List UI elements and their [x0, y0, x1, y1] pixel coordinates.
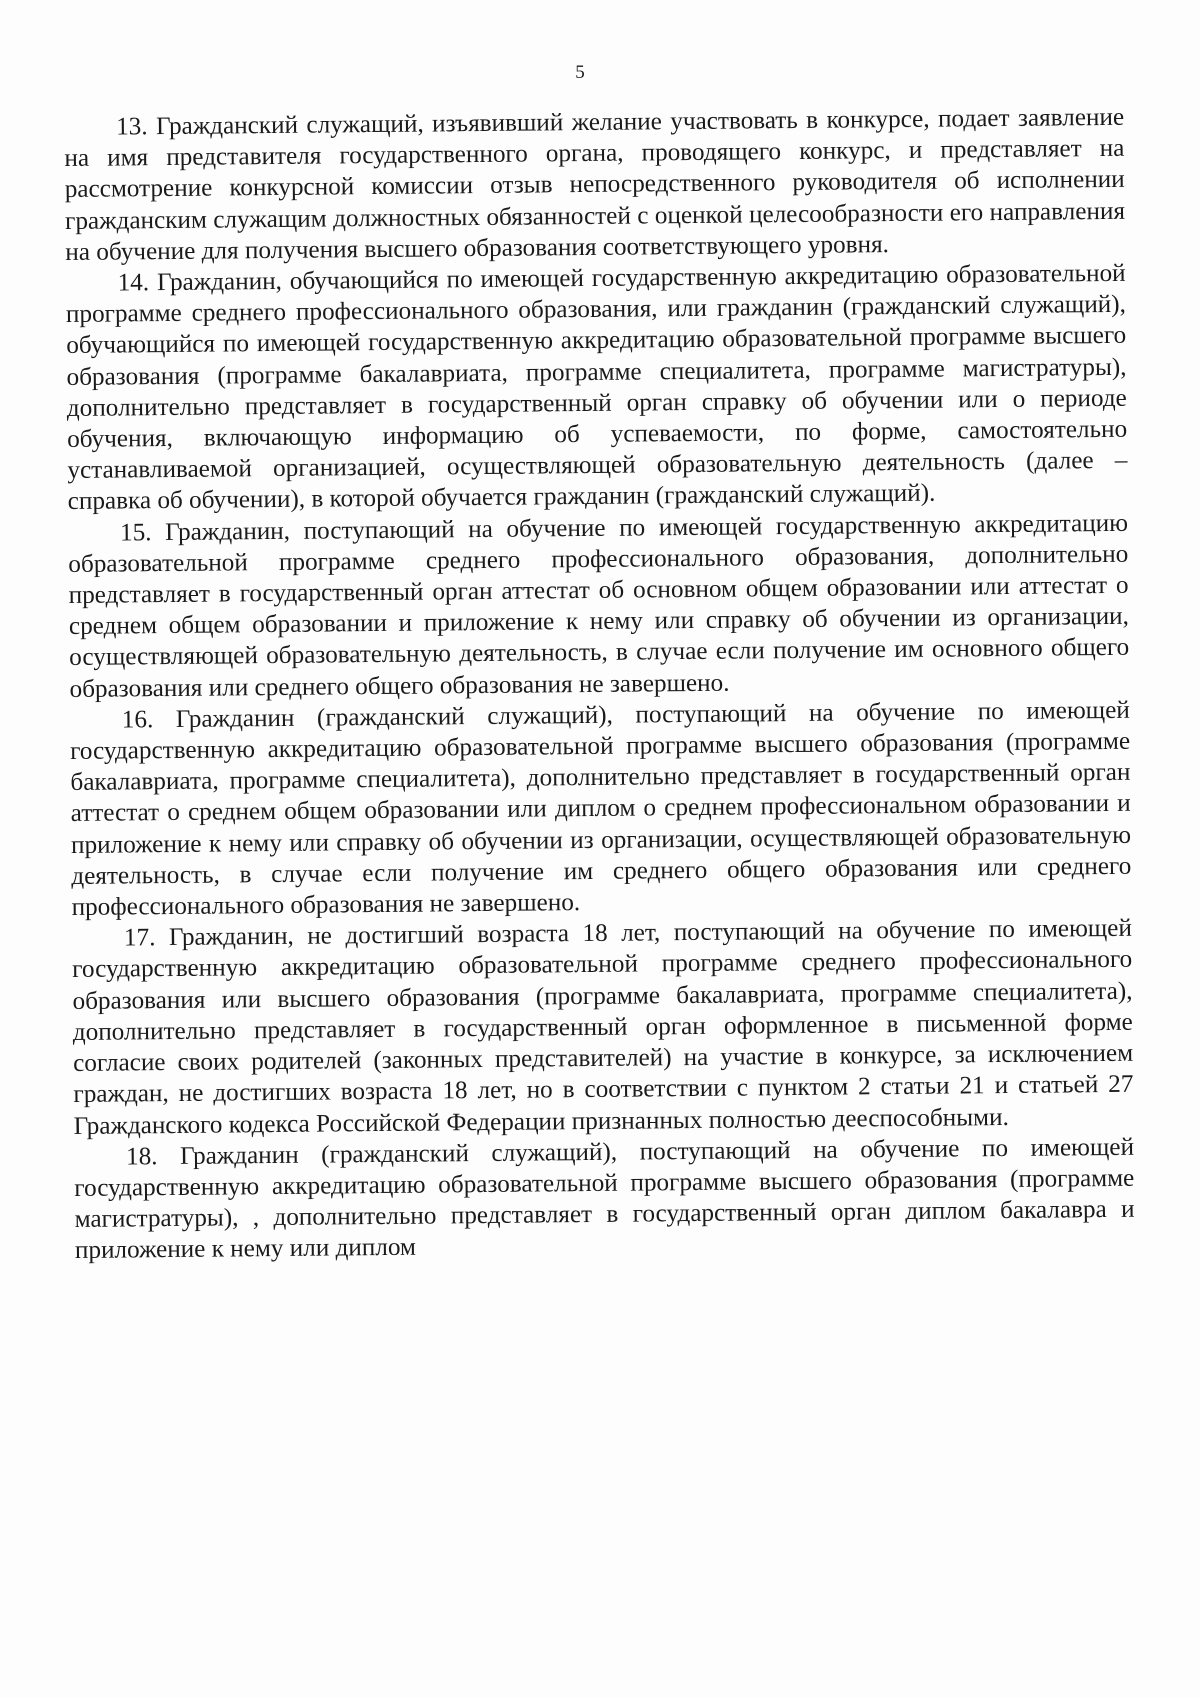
paragraph-14: 14. Гражданин, обучающийся по имеющей государственную аккредитацию образовательной программе среднего профессионального образования, или гражданин (гражданский служащий), обучающийся по имеющей государственную аккредитацию образовательной программе высшего образования (программе бакалавриата, программе специалитета, программе магистратуры), дополнительно представляет в государственный орган справку об обучении или о периоде обучения, включающую информацию об успеваемости, по форме, самостоятельно устанавливаемой организацией, осуществляющей образовательную деятельность (далее – справка об обучении), в которой обучается гражданин (гражданский служащий).: [65, 259, 1128, 516]
paragraph-13: 13. Гражданский служащий, изъявивший желание участвовать в конкурсе, подает заявление на имя представителя государственного органа, проводящего конкурс, и представляет на рассмотрение конкурсной комиссии отзыв непосредственного руководителя об исполнении гражданским служащим должностных обязанностей с оценкой целесообразности его направления на обучение для получения высшего образования соответствующего уровня.: [64, 103, 1126, 266]
paragraph-16: 16. Гражданин (гражданский служащий), поступающий на обучение по имеющей государственную аккредитацию образовательной программе высшего образования (программе бакалавриата, программе специалитета), дополнительно представляет в государственный орган аттестат о среднем общем образовании или диплом о среднем профессиональном образовании и приложение к нему или справку об обучении из организации, осуществляющей образовательную деятельность, в случае если получение им среднего общего образования или среднего профессионального образования не завершено.: [70, 696, 1132, 922]
paragraph-15: 15. Гражданин, поступающий на обучение по имеющей государственную аккредитацию образовательной программе среднего профессионального образования, дополнительно представляет в государственный орган аттестат об основном общем образовании или аттестат о среднем общем образовании и приложение к нему или справку об обучении из организации, осуществляющей образовательную деятельность, в случае если получение им основного общего образования или среднего общего образования не завершено.: [68, 509, 1130, 703]
document-body: [64, 102, 1135, 1267]
page-number: 5: [575, 62, 585, 83]
paragraph-18: 18. Гражданин (гражданский служащий), поступающий на обучение по имеющей государственную аккредитацию образовательной программе высшего образования (программе магистратуры), , дополнительно представляет в государственный орган диплом бакалавра и приложение к нему или диплом: [74, 1133, 1135, 1265]
paragraph-17: 17. Гражданин, не достигший возраста 18 лет, поступающий на обучение по имеющей государственную аккредитацию образовательной программе среднего профессионального образования или высшего образования (программе бакалавриата, программе специалитета), дополнительно представляет в государственный орган оформленное в письменной форме согласие своих родителей (законных представителей) на участие в конкурсе, за исключением граждан, не достигших возраста 18 лет, но в соответствии с пунктом 2 статьи 21 и статьей 27 Гражданского кодекса Российской Федерации признанных полностью дееспособными.: [72, 915, 1134, 1140]
